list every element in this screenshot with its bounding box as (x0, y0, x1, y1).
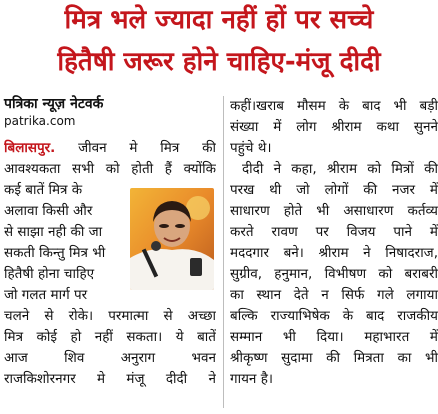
headline-line-1: मित्र भले ज्यादा नहीं हों पर सच्चे (64, 5, 374, 35)
text-line: दीदी ने कहा, श्रीराम को मित्रों की (242, 161, 438, 177)
text-line: संख्या में लोग श्रीराम कथा सुनने (230, 119, 438, 135)
text-line: परख थी जो लोगों की नजर में (230, 182, 438, 198)
text-line: कई बातें मित्र के (4, 182, 83, 198)
text-line: आज शिव अनुराग भवन (4, 350, 216, 366)
text-line: सकती किन्तु मित्र भी (4, 245, 106, 261)
column-divider (223, 96, 224, 408)
article-column-2 (230, 96, 438, 390)
byline-agency: पत्रिका न्यूज़ नेटवर्क (4, 96, 104, 112)
text-line: जो गलत मार्ग पर (4, 287, 88, 303)
text-line: गायन है। (230, 371, 273, 387)
text-line: साधारण होते भी असाधारण कर्तव्य (230, 203, 438, 219)
text-line: बल्कि राज्याभिषेक के बाद राजकीय (230, 308, 438, 324)
text-line: आवश्यकता सभी को होती हैं क्योंकि (4, 161, 216, 177)
headline-line-2: हितैषी जरूर होने चाहिए-मंजू दीदी (57, 47, 381, 77)
byline-site: patrika.com (4, 114, 76, 128)
text-line: से साझा नही की जा (4, 224, 103, 240)
text-line: कहीं।खराब मौसम के बाद भी बड़ी (230, 98, 438, 114)
dateline: बिलासपुर. (4, 140, 56, 156)
text-line: सुग्रीव, हनुमान, विभीषण को बराबरी (230, 266, 438, 282)
text-line: मददगार बने। श्रीराम ने निषादराज, (230, 245, 438, 261)
text-line: सम्मान भी दिया। महाभारत में (230, 329, 438, 345)
text-line: करते रावण पर विजय पाने में (230, 224, 438, 240)
text-line: पहुंचे थे। (230, 140, 272, 156)
text-line: का स्थान देते न सिर्फ गले लगाया (230, 287, 438, 303)
text-line: राजकिशोरनगर मे मंजू दीदी ने (4, 371, 216, 387)
text-line: मित्र कोई हो नहीं सकता। ये बातें (4, 329, 216, 345)
text-line: हितैषी होना चाहिए (4, 266, 95, 282)
article-column-1 (4, 138, 216, 390)
text-line: श्रीकृष्ण सुदामा की मित्रता का भी (230, 350, 438, 366)
text-line: चलने से रोके। परमात्मा से अच्छा (4, 308, 216, 324)
text-line: अलावा किसी और (4, 203, 93, 219)
text-line: बिलासपुर. जीवन मे मित्र की (4, 140, 216, 156)
